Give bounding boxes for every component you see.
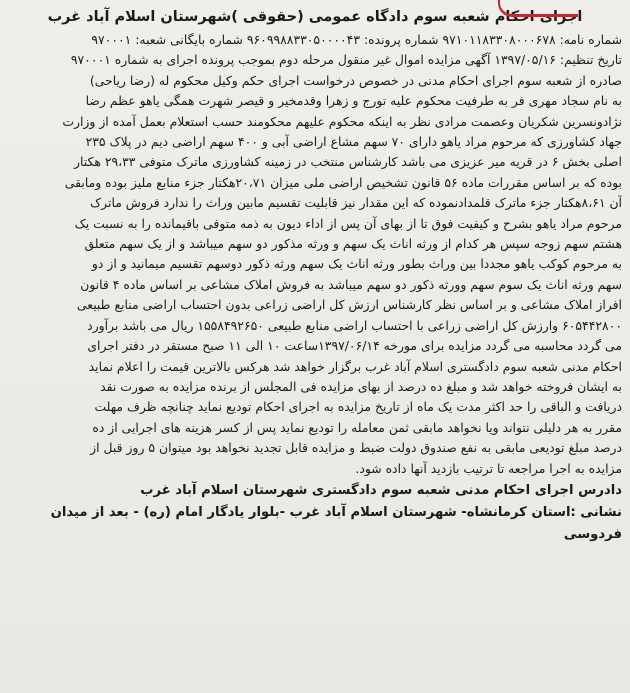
body-line: بوده که بر اساس مقررات ماده ۵۶ قانون تشخیص اراضی ملی میزان ۲۰،۷۱هکتار جزء منابع ملیز بوده ومابقی <box>64 174 622 190</box>
body-line: به نام سجاد مهری فر به طرفیت محکوم علیه تورج و زهرا وقدمخیر و قیصر شهرت همگی یاهو عظم رضا <box>85 93 622 109</box>
address-line: نشانی :استان کرمانشاه- شهرستان اسلام آباد غرب -بلوار یادگار امام (ره) - بعد از میدان <box>50 504 622 520</box>
body-line: جهاد کشاورزی که مرحوم مراد یاهو دارای ۷۰ سهم مشاع اراضی آبی و ۴۰۰ سهم اراضی دیم در پلاک ۲۳۵ <box>85 134 622 150</box>
body-line: تاریخ تنظیم: ۱۳۹۷/۰۵/۱۶ آگهی مزایده اموال غیر منقول مرحله دوم بموجب پرونده اجرای به شماره ۹۷۰۰۰۱ <box>70 52 622 68</box>
body-line: احکام مدنی شعبه سوم دادگستری اسلام آباد غرب برگزار خواهد شد هرکس بالاترین قیمت را اعلام نماید <box>88 358 622 374</box>
body-line: شماره نامه: ۹۷۱۰۱۱۸۳۳۰۸۰۰۰۶۷۸ شماره پرونده: ۹۶۰۹۹۸۸۳۳۰۵۰۰۰۰۴۳ شماره بایگانی شعبه: ۹۷۰۰۰۱ <box>91 32 622 47</box>
red-stamp-mark <box>498 0 578 17</box>
notice-title: اجرای احکام شعبه سوم دادگاه عمومی (حقوقی )شهرستان اسلام آباد غرب <box>47 9 583 25</box>
body-line: آن ۸،۶۱هکتار جزء ماترک قلمدادنموده که این مقدار نیز قابلیت تقسیم مابین وراث را ندارد فروش ماترک <box>90 195 622 211</box>
body-line: درصد مبلغ تودیعی مابقی به نفع صندوق دولت ضبط و مزایده قابل تجدید نخواهد بود میتوان ۵ روز قبل از <box>90 440 622 456</box>
body-line: اصلی بخش ۶ در قریه میر عزیزی می باشد کارشناس منتخب در زمینه کشاورزی ماترک متوفی ۲۹،۳۳ هکتار <box>73 154 622 170</box>
body-line: می گردد محاسبه می گردد مزایده برای مورخه ۱۳۹۷/۰۶/۱۴ساعت ۱۰ الی ۱۱ صبح مستقر در دفتر اجرای <box>87 338 622 354</box>
body-line: مرحوم مراد یاهو بشرح و کیفیت فوق تا از بهای آن پس از اداء دیون به ذمه متوفی باقیمانده را به نسبت یک <box>74 215 622 231</box>
body-line: سهم ورثه اناث یک سوم سهم وورثه ذکور دو سهم میباشد به فروش املاک مشاعی بر اساس ماده ۴ قانون <box>80 276 622 292</box>
signature-line: دادرس اجرای احکام مدنی شعبه سوم دادگستری شهرستان اسلام آباد غرب <box>140 482 622 498</box>
body-line: به مرحوم کوکب یاهو مجددا بین وراث بطور ورثه اناث یک سهم ورثه ذکور دوسهم تقسیم میمانید و از دو <box>91 256 622 272</box>
body-line: ۶۰۵۴۴۲۸۰۰ وارزش کل اراضی زراعی با احتساب اراضی منابع طبیعی ۱۵۵۸۴۹۲۶۵۰ ریال می باشد برآورد <box>87 317 622 333</box>
body-line: هشتم سهم زوجه سپس هر کدام از ورثه اناث یک سهم و ورثه مذکور دو سهم میباشد و از یک سهم متعلق <box>84 236 622 252</box>
body-line: صادره از شعبه سوم اجرای احکام مدنی در خصوص درخواست اجرای حکم وکیل محکوم له (رضا ریاحی) <box>89 72 622 88</box>
body-line: دریافت و الباقی را حد اکثر مدت یک ماه از تاریخ مزایده به اجرای احکام تودیع نماید چنانچه ظرف مهلت <box>94 399 622 415</box>
notice-body <box>8 30 622 479</box>
address-line-continued: فردوسی <box>563 526 622 542</box>
body-line: به ایشان فروخته خواهد شد و مبلغ ده درصد از بهای مزایده فی المجلس از برنده مزایده به صورت نقد <box>100 378 622 394</box>
body-line: مقرر به هر دلیلی نتواند ویا نخواهد مابقی ثمن معامله را تودیع نماید پس از کسر هزینه های اجرایی از ده <box>92 419 622 435</box>
notice-footer <box>8 480 622 546</box>
body-line: افراز املاک مشاعی و بر اساس نظر کارشناس ارزش کل اراضی زراعی بدون احتساب اراضی منابع طبیعی <box>76 297 622 313</box>
body-line: نژادونسرین شکریان وعصمت مرادی نظر به اینکه محکوم علیهم محکومند حسب استعلام بعمل آمده از وزارت <box>62 113 622 129</box>
body-line: مزایده به اجرا مراجعه تا ترتیب بازدید آنها داده شود. <box>355 460 622 476</box>
